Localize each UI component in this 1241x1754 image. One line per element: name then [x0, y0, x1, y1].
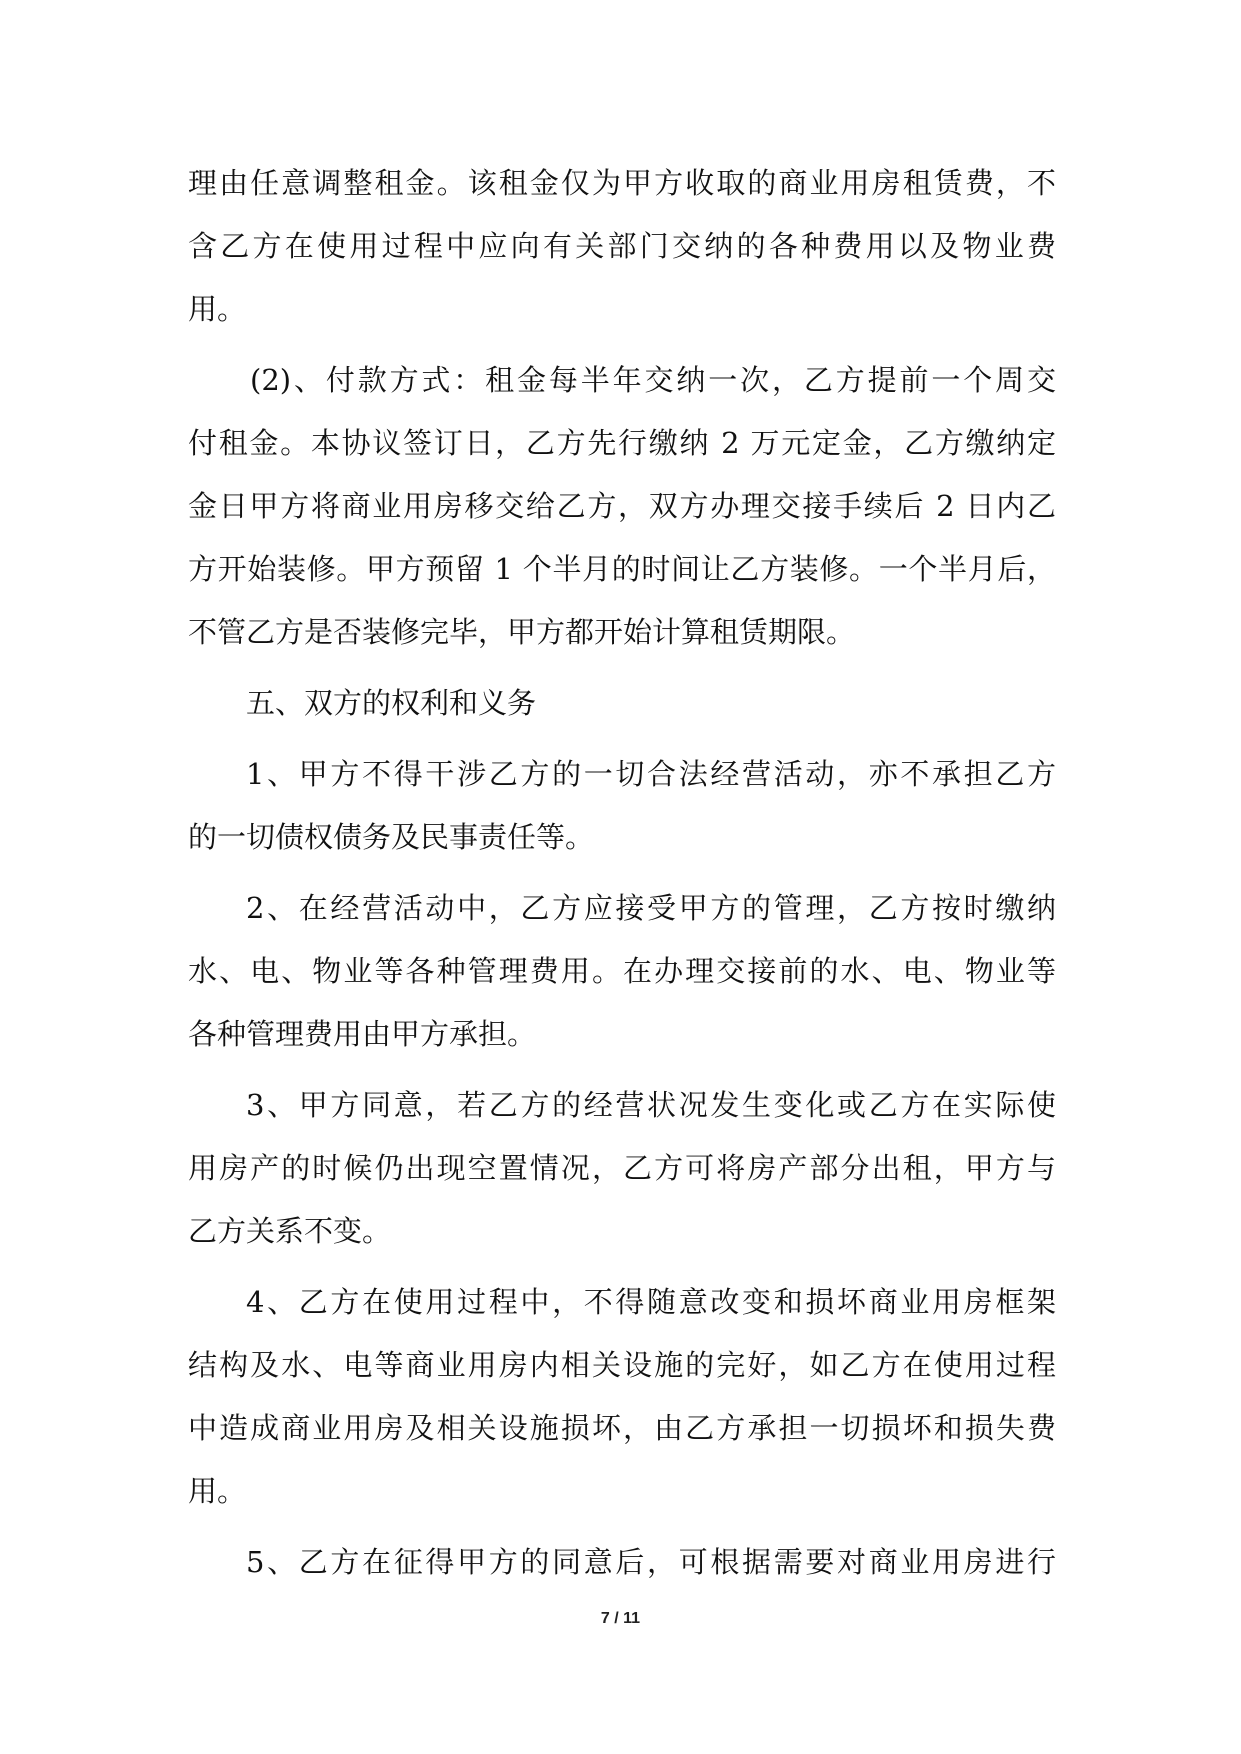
text-line: 用房产的时候仍出现空置情况，乙方可将房产部分出租，甲方与 — [188, 1151, 1056, 1185]
section-heading: 五、双方的权利和义务 — [246, 686, 537, 720]
text-line: 中造成商业用房及相关设施损坏，由乙方承担一切损坏和损失费 — [188, 1411, 1056, 1445]
text-line: 用。 — [188, 292, 247, 326]
page-number: 7 / 11 — [600, 1610, 641, 1627]
text-line: 方开始装修。甲方预留 1 个半月的时间让乙方装修。一个半月后， — [188, 552, 1056, 586]
text-line: 含乙方在使用过程中应向有关部门交纳的各种费用以及物业费 — [188, 229, 1056, 263]
text-line: 2、在经营活动中，乙方应接受甲方的管理，乙方按时缴纳 — [246, 891, 1056, 925]
text-line: 的一切债权债务及民事责任等。 — [188, 820, 595, 854]
text-line: 乙方关系不变。 — [188, 1214, 392, 1248]
text-line: 不管乙方是否装修完毕，甲方都开始计算租赁期限。 — [188, 615, 856, 649]
text-line: 理由任意调整租金。该租金仅为甲方收取的商业用房租赁费，不 — [188, 166, 1056, 200]
text-line: 1、甲方不得干涉乙方的一切合法经营活动，亦不承担乙方 — [246, 757, 1056, 791]
text-line: 各种管理费用由甲方承担。 — [188, 1017, 537, 1051]
text-line: 结构及水、电等商业用房内相关设施的完好，如乙方在使用过程 — [188, 1348, 1056, 1382]
text-line: 付租金。本协议签订日，乙方先行缴纳 2 万元定金，乙方缴纳定 — [188, 426, 1056, 460]
text-line: (2)、付款方式：租金每半年交纳一次，乙方提前一个周交 — [250, 363, 1056, 397]
text-line: 金日甲方将商业用房移交给乙方，双方办理交接手续后 2 日内乙 — [188, 489, 1056, 523]
text-line: 用。 — [188, 1474, 247, 1508]
text-line: 水、电、物业等各种管理费用。在办理交接前的水、电、物业等 — [188, 954, 1056, 988]
text-line: 5、乙方在征得甲方的同意后，可根据需要对商业用房进行 — [246, 1545, 1056, 1579]
text-line: 3、甲方同意，若乙方的经营状况发生变化或乙方在实际使 — [246, 1088, 1056, 1122]
text-line: 4、乙方在使用过程中，不得随意改变和损坏商业用房框架 — [246, 1285, 1056, 1319]
